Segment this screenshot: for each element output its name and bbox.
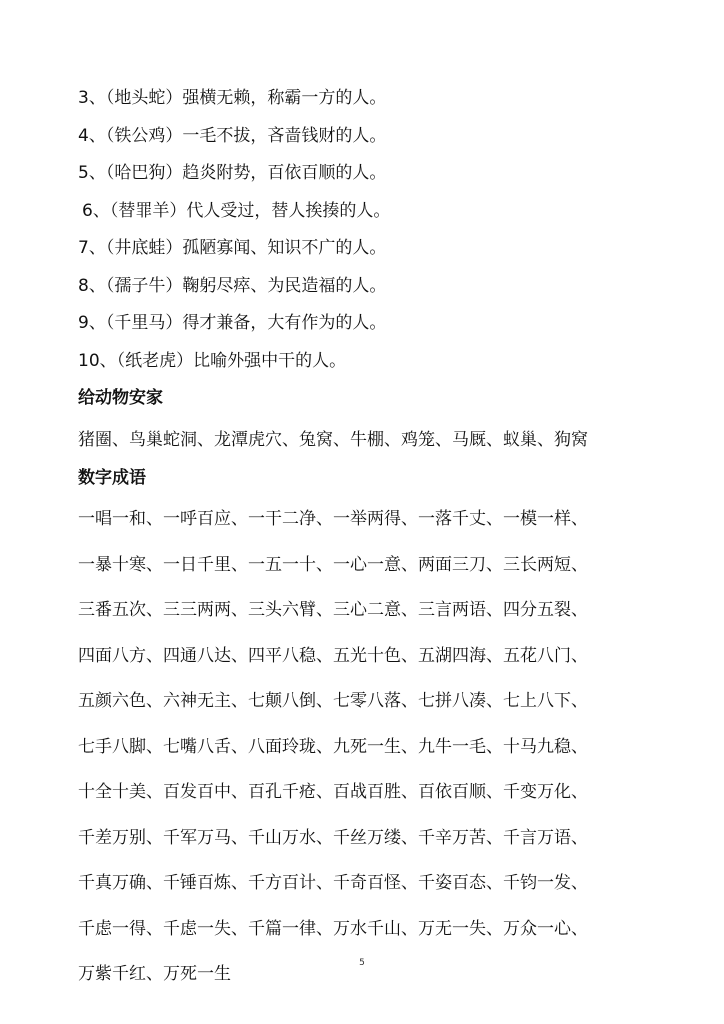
entry-number: 3、 (78, 88, 106, 108)
entry-meaning: 得才兼备，大有作为的人。 (182, 313, 387, 333)
entry-term: （纸老虎） (116, 350, 194, 371)
number-idioms-heading: 数字成语 (78, 467, 146, 488)
idiom-line: 五颜六色、六神无主、七颠八倒、七零八落、七拼八凑、七上八下、 (78, 691, 588, 711)
idiom-line: 万紫千红、万死一生 (78, 964, 231, 984)
entry-term: （地头蛇） (105, 88, 183, 108)
idiom-entry-3 (78, 80, 638, 118)
entry-number: 10、 (78, 350, 117, 371)
number-idioms-list (78, 497, 638, 998)
entry-meaning: 强横无赖，称霸一方的人。 (182, 88, 387, 108)
entry-number: 8、 (78, 275, 106, 296)
page-number: 5 (359, 958, 365, 968)
idiom-line: 三番五次、三三两两、三头六臂、三心二意、三言两语、四分五裂、 (78, 600, 588, 620)
entry-meaning: 一毛不拔，吝啬钱财的人。 (182, 125, 387, 146)
idiom-line: 四面八方、四通八达、四平八稳、五光十色、五湖四海、五花八门、 (78, 645, 588, 666)
entry-meaning: 趋炎附势，百依百顺的人。 (182, 163, 387, 183)
idiom-entry-7 (78, 230, 638, 268)
idiom-line: 七手八脚、七嘴八舌、八面玲珑、九死一生、九牛一毛、十马九稳、 (78, 736, 588, 757)
entry-term: （孺子牛） (105, 275, 183, 296)
entry-meaning: 比喻外强中干的人。 (193, 350, 347, 371)
homes-text: 猪圈、鸟巢蛇洞、龙潭虎穴、兔窝、牛棚、鸡笼、马厩、蚁巢、狗窝 (78, 429, 588, 450)
idiom-line: 千虑一得、千虑一失、千篇一律、万水千山、万无一失、万众一心、 (78, 918, 588, 939)
entry-term: （哈巴狗） (105, 163, 183, 183)
entry-number: 7、 (78, 238, 106, 258)
idiom-entry-9 (78, 305, 638, 343)
entry-term: （千里马） (105, 313, 183, 333)
entry-meaning: 鞠躬尽瘁、为民造福的人。 (182, 275, 387, 296)
entry-term: （铁公鸡） (105, 125, 183, 146)
idiom-entry-10 (78, 343, 638, 381)
idiom-line: 十全十美、百发百中、百孔千疮、百战百胜、百依百顺、千变万化、 (78, 782, 588, 802)
document-content (78, 80, 638, 998)
idiom-line: 一暴十寒、一日千里、一五一十、一心一意、两面三刀、三长两短、 (78, 554, 588, 575)
entry-term: （替罪羊） (109, 200, 187, 221)
idiom-entry-6 (78, 193, 638, 231)
entry-number: 4、 (78, 125, 106, 146)
entry-number: 9、 (78, 313, 106, 333)
idiom-entry-8 (78, 268, 638, 306)
idiom-line: 一唱一和、一呼百应、一干二净、一举两得、一落千丈、一模一样、 (78, 509, 588, 529)
entry-number: 6、 (82, 200, 110, 221)
idiom-line: 千真万确、千锤百炼、千方百计、千奇百怪、千姿百态、千钧一发、 (78, 873, 588, 893)
idiom-line: 千差万别、千军万马、千山万水、千丝万缕、千辛万苦、千言万语、 (78, 827, 588, 848)
entry-number: 5、 (78, 163, 106, 183)
entry-term: （井底蛙） (105, 238, 183, 258)
idiom-entry-5 (78, 155, 638, 193)
idiom-entry-4 (78, 118, 638, 156)
entry-meaning: 代人受过，替人挨揍的人。 (186, 200, 391, 221)
entry-meaning: 孤陋寡闻、知识不广的人。 (182, 238, 387, 258)
homes-heading: 给动物安家 (78, 388, 163, 408)
